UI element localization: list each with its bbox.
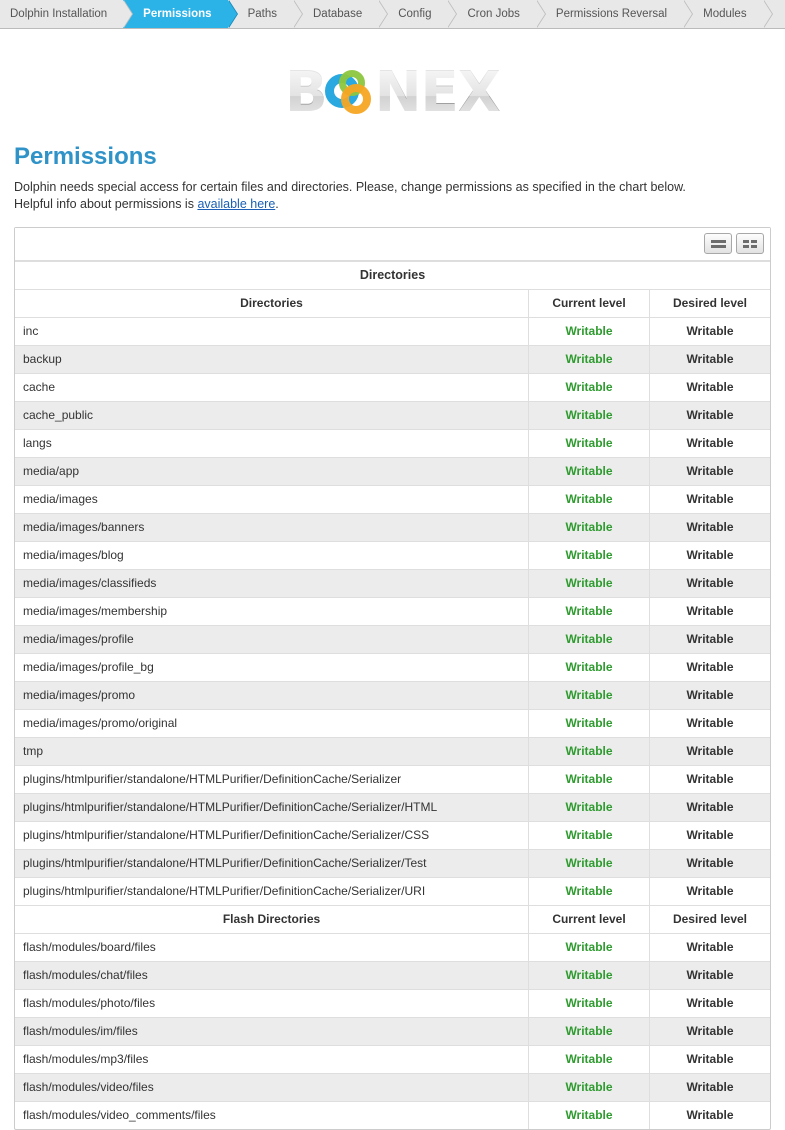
column-header-current-level: Current level [529, 289, 650, 317]
current-level: Writable [529, 1017, 650, 1045]
desired-level: Writable [650, 737, 771, 765]
directory-name: plugins/htmlpurifier/standalone/HTMLPurifier/DefinitionCache/Serializer/Test [15, 849, 529, 877]
desired-level: Writable [650, 933, 771, 961]
step-label: Config [398, 8, 432, 20]
directory-name: flash/modules/mp3/files [15, 1045, 529, 1073]
current-level: Writable [529, 709, 650, 737]
directory-name: flash/modules/im/files [15, 1017, 529, 1045]
table-row [15, 485, 770, 513]
current-level: Writable [529, 625, 650, 653]
intro-prefix: Helpful info about permissions is [14, 196, 198, 211]
current-level: Writable [529, 429, 650, 457]
current-level: Writable [529, 737, 650, 765]
intro-line-2 [14, 196, 771, 213]
current-level: Writable [529, 513, 650, 541]
table-row [15, 989, 770, 1017]
table-row [15, 765, 770, 793]
column-header-desired-level: Desired level [650, 289, 771, 317]
directory-name: media/app [15, 457, 529, 485]
current-level: Writable [529, 1073, 650, 1101]
directory-name: plugins/htmlpurifier/standalone/HTMLPurifier/DefinitionCache/Serializer/HTML [15, 793, 529, 821]
page-intro [14, 179, 771, 213]
table-row [15, 597, 770, 625]
desired-level: Writable [650, 373, 771, 401]
list-view-icon[interactable] [704, 233, 732, 254]
current-level: Writable [529, 597, 650, 625]
table-row [15, 373, 770, 401]
directory-name: cache_public [15, 401, 529, 429]
flash-section-header-row [15, 905, 770, 933]
column-header-directories: Directories [15, 289, 529, 317]
desired-level: Writable [650, 569, 771, 597]
column-header-desired-level: Desired level [650, 905, 771, 933]
directory-name: flash/modules/chat/files [15, 961, 529, 989]
current-level: Writable [529, 345, 650, 373]
table-row [15, 1101, 770, 1129]
current-level: Writable [529, 933, 650, 961]
table-row [15, 1045, 770, 1073]
desired-level: Writable [650, 1073, 771, 1101]
table-header-row [15, 289, 770, 317]
directory-name: media/images/blog [15, 541, 529, 569]
directory-name: media/images/classifieds [15, 569, 529, 597]
step-label: Modules [703, 8, 747, 20]
directory-name: backup [15, 345, 529, 373]
desired-level: Writable [650, 401, 771, 429]
table-row [15, 1073, 770, 1101]
table-row [15, 401, 770, 429]
desired-level: Writable [650, 457, 771, 485]
desired-level: Writable [650, 513, 771, 541]
desired-level: Writable [650, 429, 771, 457]
page-content [0, 143, 785, 1130]
table-row [15, 345, 770, 373]
desired-level: Writable [650, 765, 771, 793]
step-permissions-reversal[interactable] [536, 0, 683, 28]
installation-step-bar [0, 0, 785, 29]
table-row [15, 541, 770, 569]
step-database[interactable] [293, 0, 378, 28]
table-row [15, 821, 770, 849]
desired-level: Writable [650, 989, 771, 1017]
desired-level: Writable [650, 1045, 771, 1073]
directory-name: flash/modules/video_comments/files [15, 1101, 529, 1129]
current-level: Writable [529, 989, 650, 1017]
permissions-panel [14, 227, 771, 1130]
logo-letters-nex: NEX [374, 60, 500, 125]
current-level: Writable [529, 401, 650, 429]
directory-name: flash/modules/board/files [15, 933, 529, 961]
current-level: Writable [529, 821, 650, 849]
directory-name: plugins/htmlpurifier/standalone/HTMLPurifier/DefinitionCache/Serializer/CSS [15, 821, 529, 849]
boonex-logo-text [285, 60, 500, 125]
directory-name: media/images/membership [15, 597, 529, 625]
logo-rings-icon [325, 68, 377, 118]
step-label: Database [313, 8, 363, 20]
desired-level: Writable [650, 1101, 771, 1129]
current-level: Writable [529, 569, 650, 597]
directory-name: media/images/promo/original [15, 709, 529, 737]
current-level: Writable [529, 457, 650, 485]
table-row [15, 513, 770, 541]
table-row [15, 457, 770, 485]
section-title-row [15, 261, 770, 289]
directory-name: flash/modules/video/files [15, 1073, 529, 1101]
directory-name: media/images/banners [15, 513, 529, 541]
directory-name: plugins/htmlpurifier/standalone/HTMLPurifier/DefinitionCache/Serializer [15, 765, 529, 793]
desired-level: Writable [650, 849, 771, 877]
current-level: Writable [529, 653, 650, 681]
step-label: Dolphin Installation [10, 8, 108, 20]
step-label: Paths [247, 8, 277, 20]
desired-level: Writable [650, 877, 771, 905]
step-label: Permissions [143, 8, 212, 20]
table-row [15, 569, 770, 597]
directory-name: plugins/htmlpurifier/standalone/HTMLPurifier/DefinitionCache/Serializer/URI [15, 877, 529, 905]
desired-level: Writable [650, 709, 771, 737]
directory-name: media/images/profile [15, 625, 529, 653]
current-level: Writable [529, 765, 650, 793]
table-row [15, 737, 770, 765]
step-label: Cron Jobs [467, 8, 520, 20]
desired-level: Writable [650, 1017, 771, 1045]
table-row [15, 849, 770, 877]
directory-name: tmp [15, 737, 529, 765]
step-modules[interactable] [683, 0, 762, 28]
current-level: Writable [529, 485, 650, 513]
desired-level: Writable [650, 681, 771, 709]
table-row [15, 317, 770, 345]
current-level: Writable [529, 681, 650, 709]
available-here-link[interactable]: available here [197, 196, 276, 211]
directory-name: inc [15, 317, 529, 345]
desired-level: Writable [650, 485, 771, 513]
desired-level: Writable [650, 625, 771, 653]
directory-name: flash/modules/photo/files [15, 989, 529, 1017]
directory-name: cache [15, 373, 529, 401]
step-dolphin-installation[interactable] [0, 0, 123, 28]
table-row [15, 877, 770, 905]
desired-level: Writable [650, 653, 771, 681]
table-row [15, 681, 770, 709]
desired-level: Writable [650, 541, 771, 569]
column-header-current-level: Current level [529, 905, 650, 933]
desired-level: Writable [650, 793, 771, 821]
panel-toolbar [15, 228, 770, 261]
current-level: Writable [529, 1045, 650, 1073]
step-cron-jobs[interactable] [447, 0, 535, 28]
desired-level: Writable [650, 317, 771, 345]
current-level: Writable [529, 317, 650, 345]
directory-name: media/images [15, 485, 529, 513]
current-level: Writable [529, 373, 650, 401]
table-row [15, 961, 770, 989]
directory-name: media/images/promo [15, 681, 529, 709]
intro-line-1: Dolphin needs special access for certain files and directories. Please, change permissions as specified in the chart below. [14, 180, 686, 194]
column-header-flash-directories: Flash Directories [15, 905, 529, 933]
current-level: Writable [529, 961, 650, 989]
table-row [15, 653, 770, 681]
current-level: Writable [529, 793, 650, 821]
desired-level: Writable [650, 345, 771, 373]
table-row [15, 625, 770, 653]
directory-name: langs [15, 429, 529, 457]
boonex-logo [0, 29, 785, 139]
desired-level: Writable [650, 961, 771, 989]
directory-name: media/images/profile_bg [15, 653, 529, 681]
table-row [15, 709, 770, 737]
intro-suffix: . [275, 196, 279, 211]
current-level: Writable [529, 877, 650, 905]
table-row [15, 793, 770, 821]
desired-level: Writable [650, 821, 771, 849]
section-title: Directories [15, 261, 770, 289]
table-row [15, 1017, 770, 1045]
current-level: Writable [529, 1101, 650, 1129]
current-level: Writable [529, 541, 650, 569]
step-label: Permissions Reversal [555, 8, 668, 20]
page-title: Permissions [14, 143, 157, 170]
table-row [15, 933, 770, 961]
table-row [15, 429, 770, 457]
current-level: Writable [529, 849, 650, 877]
step-permissions[interactable] [123, 0, 227, 28]
grid-view-icon[interactable] [736, 233, 764, 254]
permissions-table [15, 261, 770, 1129]
desired-level: Writable [650, 597, 771, 625]
logo-letter-b: B [285, 60, 327, 125]
step-config[interactable] [378, 0, 447, 28]
